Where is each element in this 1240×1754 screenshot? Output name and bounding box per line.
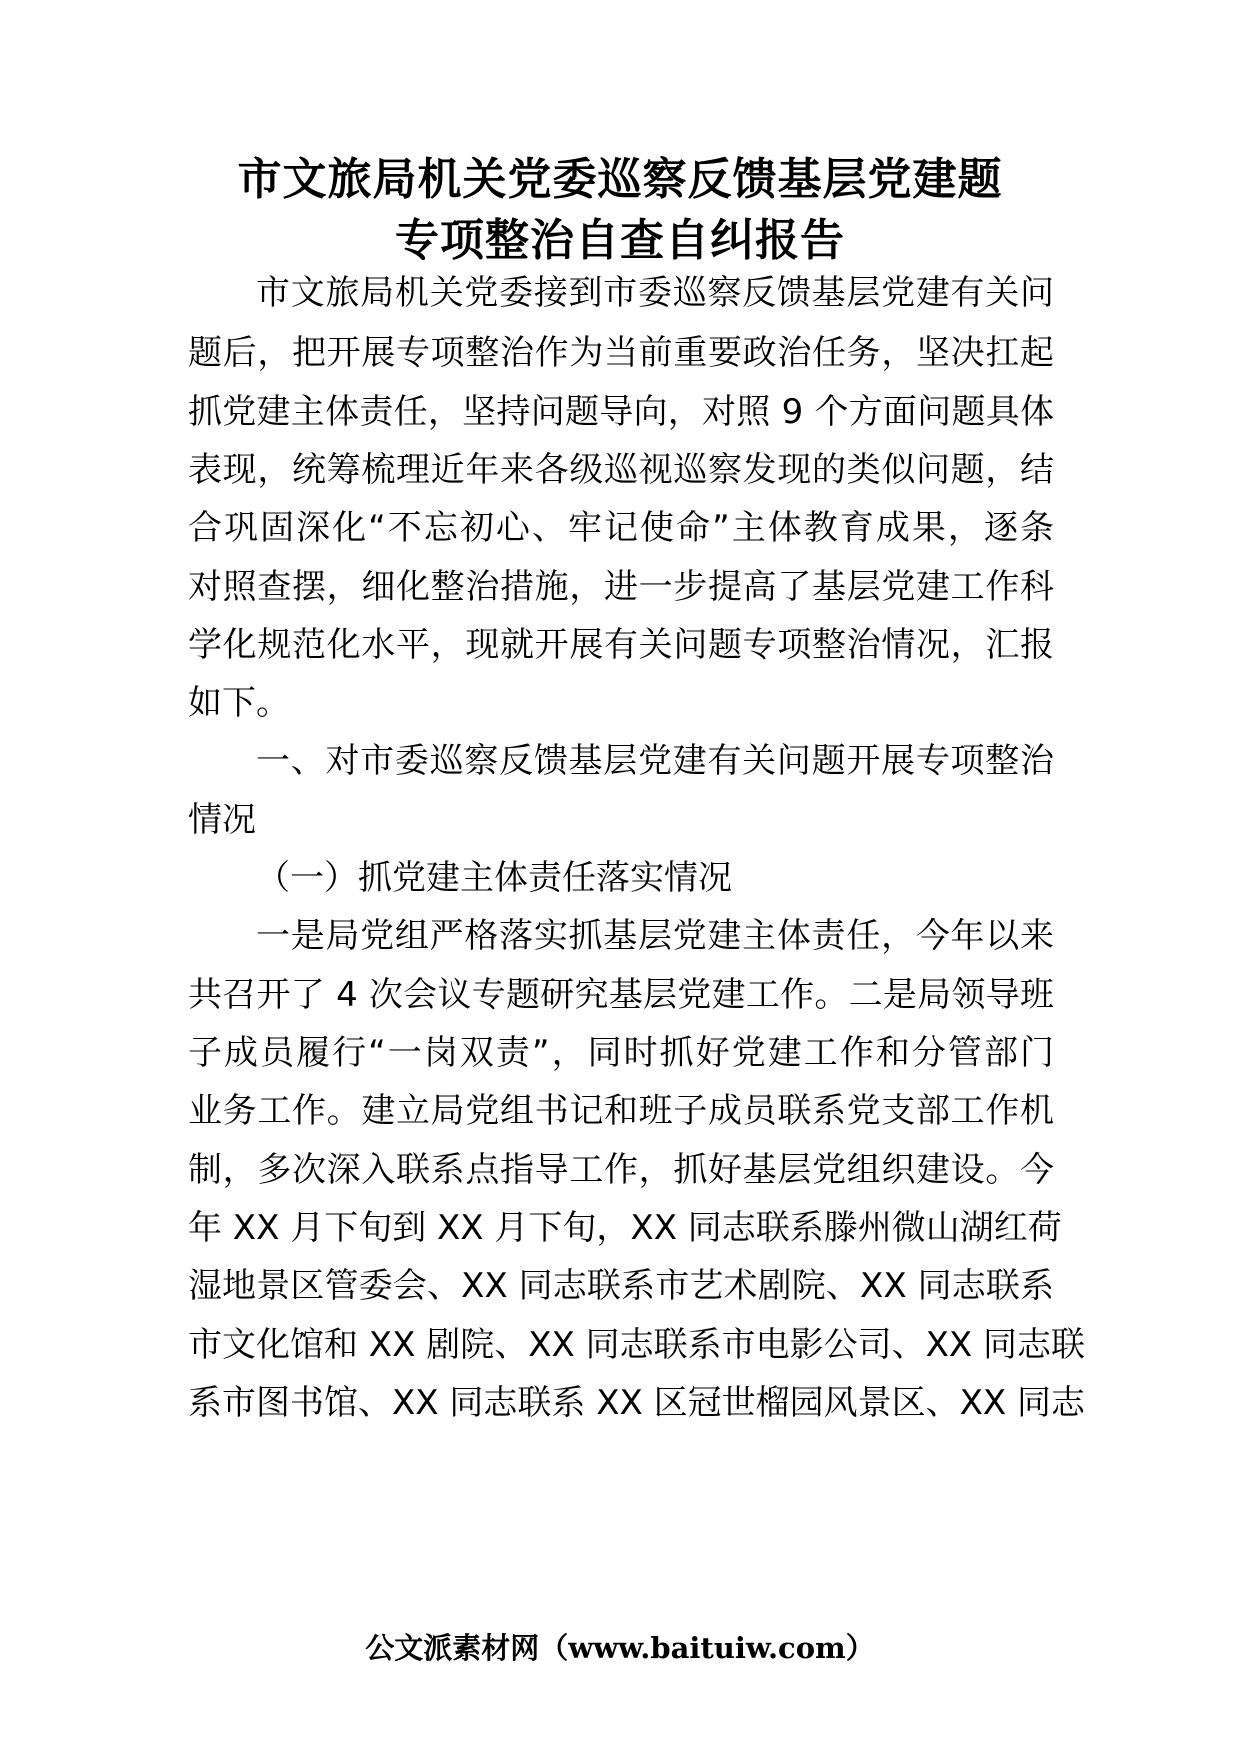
paragraph-line: 年 XX 月下旬到 XX 月下旬，XX 同志联系滕州微山湖红荷: [188, 1208, 1062, 1248]
paragraph-line: 抓党建主体责任，坚持问题导向，对照 9 个方面问题具体: [188, 392, 1054, 432]
paragraph-line: 如下。: [188, 683, 290, 723]
paragraph-line: 市文旅局机关党委接到市委巡察反馈基层党建有关问: [256, 273, 1054, 313]
paragraph-line: 湿地景区管委会、XX 同志联系市艺术剧院、XX 同志联系: [188, 1266, 1054, 1306]
paragraph-line: 子成员履行“一岗双责”，同时抓好党建工作和分管部门: [188, 1033, 1054, 1073]
paragraph-line: 制，多次深入联系点指导工作，抓好基层党组织建设。今: [188, 1150, 1054, 1190]
section-heading-line: 一、对市委巡察反馈基层党建有关问题开展专项整治: [256, 741, 1054, 781]
section-heading-line: 情况: [188, 800, 256, 840]
footer-source: 公文派素材网（www.baituiw.com）: [365, 1631, 875, 1665]
paragraph-line: 业务工作。建立局党组书记和班子成员联系党支部工作机: [188, 1091, 1054, 1131]
document-title-line-1: 市文旅局机关党委巡察反馈基层党建题: [237, 154, 1003, 205]
paragraph-line: 市文化馆和 XX 剧院、XX 同志联系市电影公司、XX 同志联: [188, 1325, 1085, 1365]
subsection-heading-1: （一）抓党建主体责任落实情况: [256, 858, 732, 898]
paragraph-line: 一是局党组严格落实抓基层党建主体责任，今年以来: [256, 916, 1054, 956]
paragraph-line: 表现，统筹梳理近年来各级巡视巡察发现的类似问题，结: [188, 450, 1054, 490]
paragraph-line: 合巩固深化“不忘初心、牢记使命”主体教育成果，逐条: [188, 508, 1054, 548]
paragraph-line: 对照查摆，细化整治措施，进一步提高了基层党建工作科: [188, 567, 1054, 607]
paragraph-line: 共召开了 4 次会议专题研究基层党建工作。二是局领导班: [188, 975, 1054, 1015]
paragraph-line: 系市图书馆、XX 同志联系 XX 区冠世榴园风景区、XX 同志: [188, 1383, 1085, 1423]
document-title-line-2: 专项整治自查自纠报告: [395, 215, 845, 266]
paragraph-line: 学化规范化水平，现就开展有关问题专项整治情况，汇报: [188, 625, 1054, 665]
paragraph-line: 题后，把开展专项整治作为当前重要政治任务，坚决扛起: [188, 333, 1054, 373]
